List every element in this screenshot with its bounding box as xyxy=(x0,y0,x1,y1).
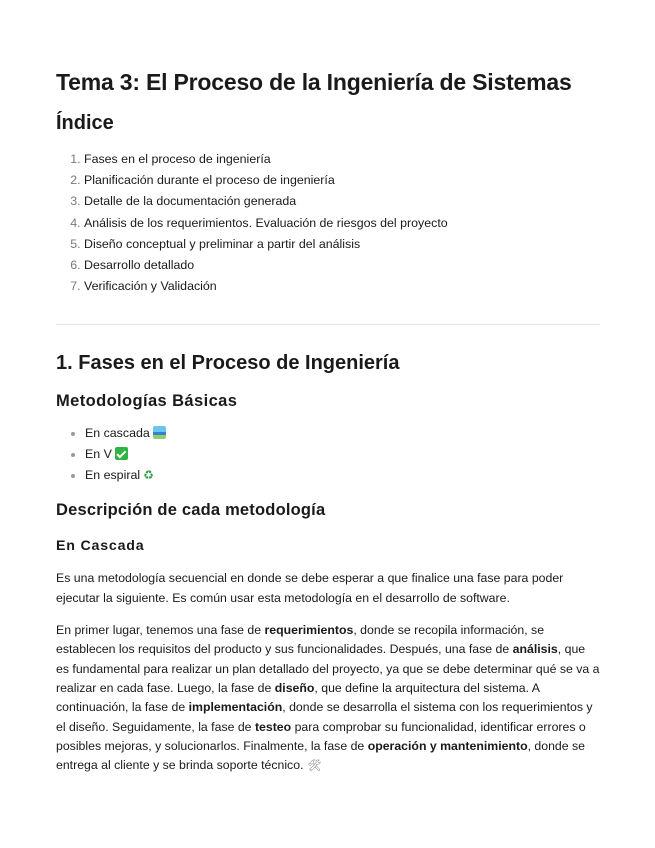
bold-term: requerimientos xyxy=(264,623,354,638)
bold-term: testeo xyxy=(254,719,292,734)
index-item[interactable]: 1. Fases en el proceso de ingeniería xyxy=(84,149,600,170)
check-mark-icon xyxy=(115,447,128,460)
index-item[interactable]: 4. Análisis de los requerimientos. Evaluación de riesgos del proyecto xyxy=(84,213,600,234)
text-run: , donde se desarrolla el sistema con los requerimientos y el diseño. Seguidamente, la fase de xyxy=(56,700,593,734)
method-label: En cascada xyxy=(85,426,150,441)
cascade-heading: En Cascada xyxy=(56,538,145,555)
list-item xyxy=(85,444,600,465)
list-item xyxy=(85,465,600,486)
text-run: , que es fundamental para realizar un plan detallado del proyecto, ya que se debe determinar qué se va a realizar en cada fase. Luego, la fase de xyxy=(56,642,600,695)
bold-term: operación y mantenimiento xyxy=(367,738,528,753)
text-run: , donde se entrega al cliente y se brinda soporte técnico. xyxy=(56,738,586,773)
cascade-intro-paragraph: Es una metodología secuencial en donde se debe esperar a que finalice una fase para poder ejecutar la siguiente. Es común usar esta metodología en el desarrollo de software. xyxy=(56,571,564,605)
water-wave-icon xyxy=(153,426,166,439)
index-item[interactable]: 2. Planificación durante el proceso de ingeniería xyxy=(84,170,600,191)
tools-icon: 🛠 xyxy=(307,760,322,773)
recycle-icon: ♻ xyxy=(143,468,154,483)
index-item[interactable]: 6. Desarrollo detallado xyxy=(84,255,600,276)
section-heading: 1. Fases en el Proceso de Ingeniería xyxy=(56,352,400,375)
text-run: , donde se recopila información, se establecen los requisitos del producto y sus funcionalidades. Después, una fase de xyxy=(56,623,545,657)
index-heading: Índice xyxy=(56,112,114,134)
bold-term: análisis xyxy=(512,642,558,657)
text-run: para comprobar su funcionalidad, identificar errores o posibles mejoras, y solucionarlos. Finalmente, la fase de xyxy=(56,719,586,753)
text-run: , que define la arquitectura del sistema. A continuación, la fase de xyxy=(56,680,540,715)
method-label: En V xyxy=(85,447,112,462)
bold-term: diseño xyxy=(274,680,315,695)
methods-list xyxy=(56,423,600,486)
page-title: Tema 3: El Proceso de la Ingeniería de Sistemas xyxy=(56,69,572,95)
index-list xyxy=(56,149,600,297)
list-item xyxy=(85,423,600,444)
section-divider xyxy=(56,324,600,325)
text-run: En primer lugar, tenemos una fase de xyxy=(56,623,265,638)
methods-heading: Metodologías Básicas xyxy=(56,392,238,411)
index-item[interactable]: 3. Detalle de la documentación generada xyxy=(84,191,600,212)
description-heading: Descripción de cada metodología xyxy=(56,501,326,520)
bold-term: implementación xyxy=(188,700,283,715)
index-item[interactable]: 7. Verificación y Validación xyxy=(84,276,600,297)
index-item[interactable]: 5. Diseño conceptual y preliminar a partir del análisis xyxy=(84,234,600,255)
method-label: En espiral xyxy=(85,468,141,483)
cascade-phases-paragraph xyxy=(56,621,600,776)
